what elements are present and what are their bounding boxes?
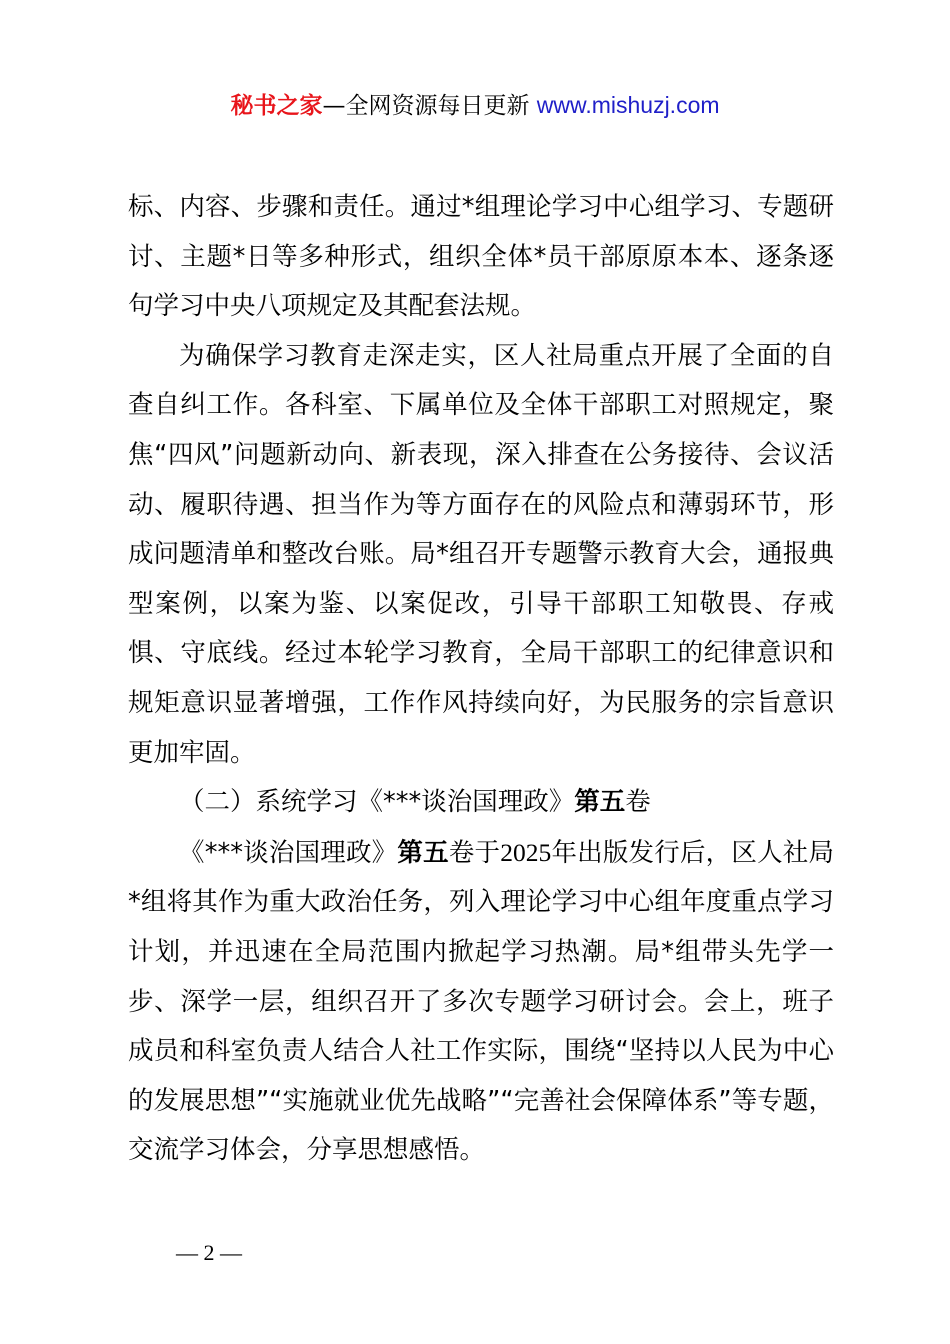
section-heading bbox=[128, 778, 834, 828]
paragraph-continuation: 标、内容、步骤和责任。通过*组理论学习中心组学习、专题研讨、主题*日等多种形式，组织全体*员干部原原本本、逐条逐句学习中央八项规定及其配套法规。 bbox=[128, 192, 834, 322]
paragraph-study-volume-text-a: 卷于 bbox=[448, 837, 501, 868]
site-url-link[interactable]: www.mishuzj.com bbox=[536, 92, 720, 118]
paragraph-self-inspection: 为确保学习教育走深走实，区人社局重点开展了全面的自查自纠工作。各科室、下属单位及全体干部职工对照规定，聚焦“四风”问题新动向、新表现，深入排查在公务接待、会议活动、履职待遇、担当作为等方面存在的风险点和薄弱环节，形成问题清单和整改台账。局*组召开专题警示教育大会，通报典型案例，以案为鉴、以案促改，引导干部职工知敬畏、存戒惧、守底线。经过本轮学习教育，全局干部职工的纪律意识和规矩意识显著增强，工作作风持续向好，为民服务的宗旨意识更加牢固。 bbox=[128, 340, 834, 768]
header-tagline: 全网资源每日更新 bbox=[345, 93, 537, 119]
section-heading-prefix: （二）系统学习《***谈治国理政》 bbox=[179, 787, 575, 818]
paragraph-study-volume-year: 2025 bbox=[500, 837, 552, 867]
header-separator: — bbox=[322, 93, 346, 119]
page-number: — 2 — bbox=[176, 1240, 242, 1265]
document-body bbox=[128, 183, 834, 1176]
site-brand: 秘书之家 bbox=[230, 93, 323, 119]
paragraph-study-volume-bold: 第五 bbox=[397, 837, 449, 868]
section-heading-suffix: 卷 bbox=[625, 787, 651, 818]
paragraph-study-volume bbox=[128, 828, 834, 1176]
site-header bbox=[0, 88, 950, 123]
paragraph-study-volume-text-b: 年出版发行后，区人社局*组将其作为重大政治任务，列入理论学习中心组年度重点学习计划，并迅速在全局范围内掀起学习热潮。局*组带头先学一步、深学一层，组织召开了多次专题学习研讨会。会上，班子成员和科室负责人结合人社工作实际，围绕“坚持以人民为中心的发展思想”“实施就业优先战略”“完善社会保障体系”等专题，交流学习体会，分享思想感悟。 bbox=[128, 837, 834, 1166]
section-heading-bold: 第五 bbox=[574, 787, 626, 818]
paragraph-study-volume-title: 《***谈治国理政》 bbox=[179, 837, 398, 868]
